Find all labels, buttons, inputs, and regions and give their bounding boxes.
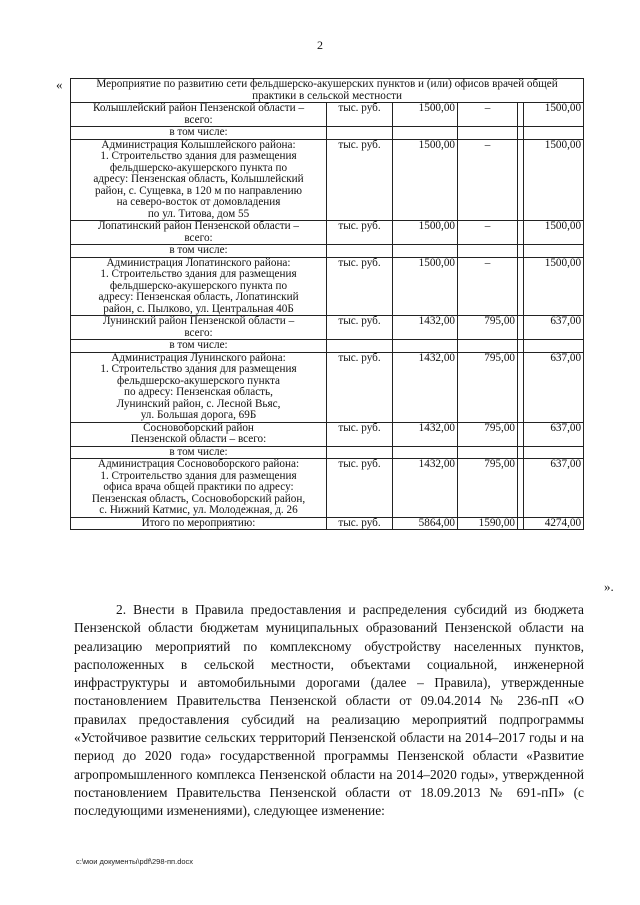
description-cell — [71, 316, 327, 340]
description-line: Пензенской области – всего: — [130, 433, 267, 445]
regional-amount-cell: 1500,00 — [524, 103, 584, 127]
description-line: Лунинский район Пензенской области – — [102, 315, 295, 327]
empty-cell — [458, 245, 518, 258]
description-line: фельдшерско-акушерского пункта по — [109, 279, 288, 292]
table-row-including — [71, 245, 584, 258]
description-line: 1. Строительство здания для размещения — [100, 268, 297, 280]
table-row-admin — [71, 459, 584, 518]
description-line: 1. Строительство здания для размещения — [100, 469, 297, 482]
regional-amount-cell: 637,00 — [524, 459, 584, 518]
federal-amount-cell: – — [458, 139, 518, 221]
table-row-district — [71, 422, 584, 446]
table-row-total — [71, 517, 584, 530]
description-cell — [71, 103, 327, 127]
unit-cell: тыс. руб. — [327, 257, 393, 316]
unit-cell: тыс. руб. — [327, 352, 393, 422]
description-line: адресу: Пензенская область, Колышлейский — [93, 173, 304, 185]
empty-cell — [327, 446, 393, 459]
page-number: 2 — [317, 38, 323, 52]
description-cell — [71, 352, 327, 422]
description-line: район, с. Сущевка, в 120 м по направлению — [94, 184, 303, 197]
empty-cell — [458, 446, 518, 459]
federal-amount-cell: – — [458, 221, 518, 245]
description-line: Администрация Лунинского района: — [111, 351, 286, 364]
description-line: Лопатинский район Пензенской области – — [98, 220, 299, 232]
quote-open-mark: « — [56, 77, 63, 92]
federal-amount-cell: – — [458, 103, 518, 127]
empty-cell — [458, 340, 518, 353]
empty-cell — [327, 127, 393, 140]
description-cell — [71, 257, 327, 316]
federal-amount-cell: 795,00 — [458, 422, 518, 446]
table-row-district — [71, 103, 584, 127]
table-row-district — [71, 221, 584, 245]
description-line: Итого по мероприятию: — [141, 516, 256, 529]
table-row-admin — [71, 257, 584, 316]
measures-table-body — [71, 79, 584, 530]
unit-cell: тыс. руб. — [327, 221, 393, 245]
total-amount-cell: 1432,00 — [393, 352, 458, 422]
description-line: адресу: Пензенская область, Лопатинский — [98, 291, 299, 303]
description-line: ул. Большая дорога, 69Б — [140, 409, 257, 421]
unit-cell: тыс. руб. — [327, 103, 393, 127]
total-amount-cell: 1500,00 — [393, 103, 458, 127]
regional-amount-cell: 4274,00 — [524, 517, 584, 530]
table-row-including — [71, 127, 584, 140]
description-line: Администрация Лопатинского района: — [106, 256, 291, 269]
description-cell — [71, 221, 327, 245]
empty-cell — [458, 127, 518, 140]
description-line: 1. Строительство здания для размещения — [100, 150, 297, 162]
description-line: всего: — [184, 231, 213, 244]
description-cell — [71, 422, 327, 446]
empty-cell — [524, 340, 584, 353]
description-line: Сосновоборский район — [143, 421, 254, 434]
table-row-district — [71, 316, 584, 340]
empty-cell — [524, 127, 584, 140]
regional-amount-cell: 1500,00 — [524, 257, 584, 316]
regional-amount-cell: 637,00 — [524, 352, 584, 422]
description-line: по адресу: Пензенская область, — [124, 386, 273, 398]
unit-cell: тыс. руб. — [327, 139, 393, 221]
unit-cell: тыс. руб. — [327, 316, 393, 340]
including-label-cell: в том числе: — [71, 245, 327, 258]
total-amount-cell: 1432,00 — [393, 316, 458, 340]
description-line: Пензенская область, Сосновоборский район, — [91, 492, 306, 505]
regional-amount-cell: 1500,00 — [524, 221, 584, 245]
footer-file-path: c:\мои документы\pdf\298-пп.docx — [76, 857, 194, 866]
federal-amount-cell: – — [458, 257, 518, 316]
table-header-cell: Мероприятие по развитию сети фельдшерско-акушерских пунктов и (или) офисов врачей общей практики в сельской местности — [71, 79, 584, 103]
empty-cell — [524, 245, 584, 258]
description-cell — [71, 139, 327, 221]
description-line: 1. Строительство здания для размещения — [100, 363, 297, 375]
table-header-row — [71, 79, 584, 103]
total-amount-cell: 1432,00 — [393, 459, 458, 518]
quote-close-mark: ». — [604, 579, 614, 594]
unit-cell: тыс. руб. — [327, 422, 393, 446]
empty-cell — [327, 245, 393, 258]
description-cell — [71, 459, 327, 518]
table-row-including — [71, 446, 584, 459]
federal-amount-cell: 795,00 — [458, 352, 518, 422]
total-amount-cell: 1432,00 — [393, 422, 458, 446]
description-line: по ул. Титова, дом 55 — [147, 207, 250, 220]
description-line: на северо-восток от домовладения — [116, 196, 281, 208]
federal-amount-cell: 1590,00 — [458, 517, 518, 530]
regional-amount-cell: 1500,00 — [524, 139, 584, 221]
including-label-cell: в том числе: — [71, 127, 327, 140]
empty-cell — [524, 446, 584, 459]
federal-amount-cell: 795,00 — [458, 316, 518, 340]
federal-amount-cell: 795,00 — [458, 459, 518, 518]
description-line: Администрация Сосновоборского района: — [97, 458, 300, 470]
total-amount-cell: 5864,00 — [393, 517, 458, 530]
empty-cell — [393, 245, 458, 258]
description-line: с. Нижний Катмис, ул. Молодежная, д. 26 — [99, 504, 298, 516]
description-line: Лунинский район, с. Лесной Вьяс, — [116, 397, 281, 410]
total-amount-cell: 1500,00 — [393, 257, 458, 316]
empty-cell — [393, 340, 458, 353]
unit-cell: тыс. руб. — [327, 517, 393, 530]
description-cell — [71, 517, 327, 530]
regional-amount-cell: 637,00 — [524, 316, 584, 340]
description-line: фельдшерско-акушерского пункта по — [109, 161, 288, 174]
unit-cell: тыс. руб. — [327, 459, 393, 518]
description-line: всего: — [184, 326, 213, 339]
description-line: офиса врача общей практики по адресу: — [103, 481, 294, 493]
description-line: район, с. Пылково, ул. Центральная 40Б — [103, 302, 294, 315]
body-paragraph-text: 2. Внести в Правила предоставления и распределения субсидий из бюджета Пензенской области бюджетам муниципальных образований Пензенской области на реализацию мероприятий по комплексному обустройству населенных пунктов, расположенных в сельской местности, объектами социальной, инженерной инфраструктуры и автомобильными дорогами (далее – Правила), утвержденные постановлением Правительства Пензенской области от 09.04.2014 № 236-пП «О правилах предоставления субсидий на реализацию мероприятий подпрограммы «Устойчивое развитие сельских территорий Пензенской области на 2014–2017 годы и на период до 2020 года» государственной программы Пензенской области «Развитие агропромышленного комплекса Пензенской области на 2014–2020 годы», утвержденной постановлением Правительства Пензенской области от 18.09.2013 № 691-пП» (с последующими изменениями), следующее изменение: — [74, 602, 584, 819]
description-line: фельдшерско-акушерского пункта — [117, 374, 280, 387]
including-label-cell: в том числе: — [71, 340, 327, 353]
body-paragraph — [74, 601, 584, 821]
table-row-including — [71, 340, 584, 353]
empty-cell — [393, 446, 458, 459]
table-row-admin — [71, 352, 584, 422]
empty-cell — [393, 127, 458, 140]
measures-table — [70, 78, 584, 530]
description-line: Администрация Колышлейского района: — [101, 138, 296, 151]
description-line: всего: — [184, 113, 213, 126]
table-row-admin — [71, 139, 584, 221]
total-amount-cell: 1500,00 — [393, 139, 458, 221]
description-line: Колышлейский район Пензенской области – — [92, 102, 305, 114]
including-label-cell: в том числе: — [71, 446, 327, 459]
total-amount-cell: 1500,00 — [393, 221, 458, 245]
regional-amount-cell: 637,00 — [524, 422, 584, 446]
empty-cell — [327, 340, 393, 353]
